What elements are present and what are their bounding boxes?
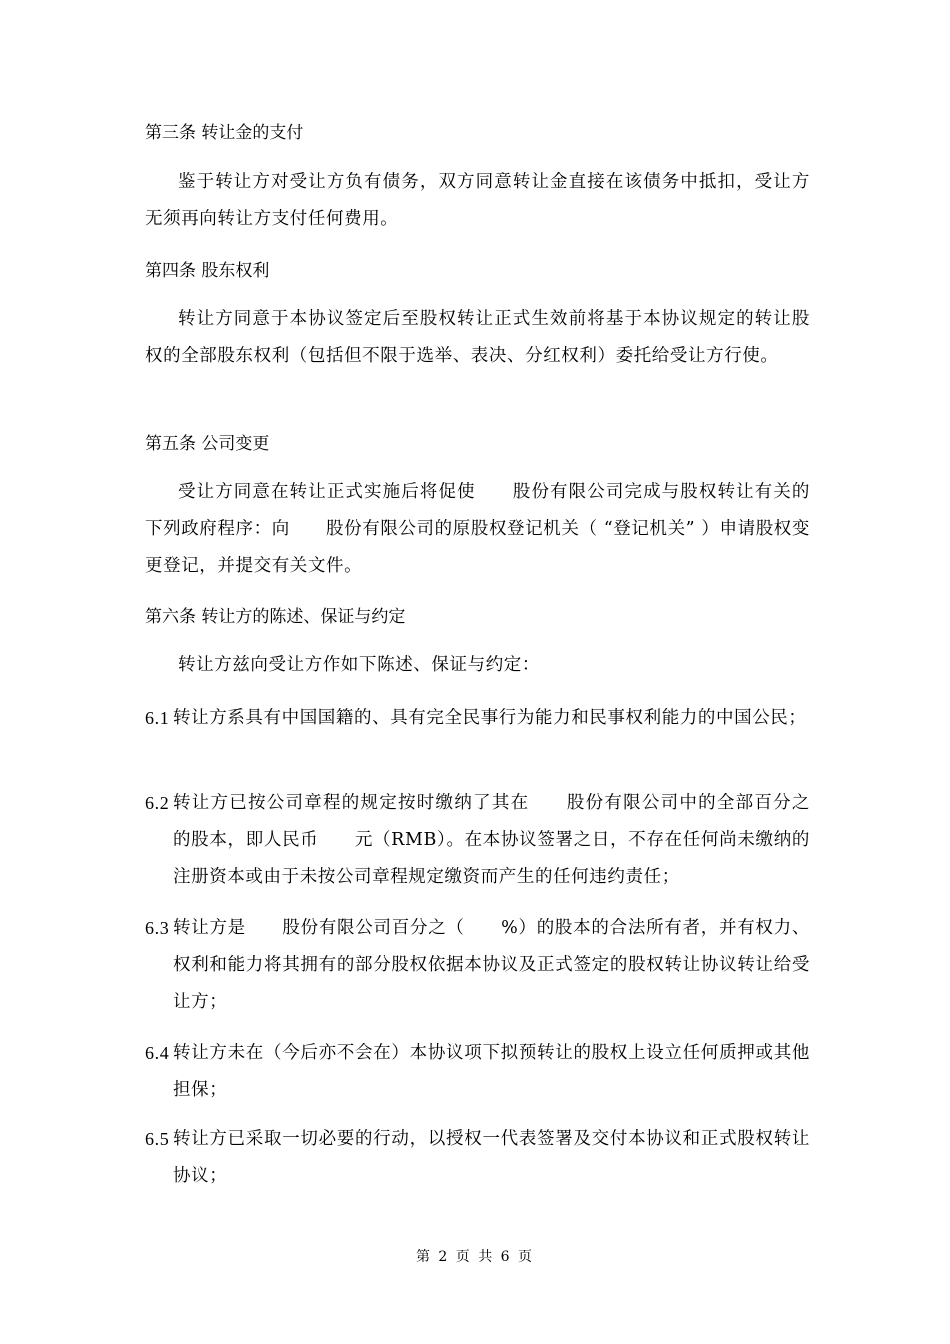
article-6-heading: 第六条 转让方的陈述、保证与约定	[145, 607, 406, 627]
clause-number: 6.4	[145, 1043, 170, 1063]
clause-text: 转让方未在（今后亦不会在）本协议项下拟预转让的股权上设立任何质押或其他担保；	[173, 1043, 810, 1100]
clause-text: 转让方是 股份有限公司百分之（ %）的股本的合法所有者，并有权力、权利和能力将其拥有的部分股权依据本协议及正式签定的股权转让协议转让给受让方；	[173, 918, 810, 1012]
clause-number: 6.1	[145, 708, 170, 728]
clause-text: 转让方已按公司章程的规定按时缴纳了其在 股份有限公司中的全部百分之 的股本，即人民币 元（RMB）。在本协议签署之日，不存在任何尚未缴纳的注册资本或由于未按公司章程规定缴资而产生的任何违约责任；	[173, 793, 847, 887]
clause-6-4	[145, 1035, 810, 1109]
page-footer: 第 2 页 共 6 页	[415, 1249, 535, 1265]
clause-number: 6.2	[145, 793, 170, 813]
clause-text: 转让方已采取一切必要的行动，以授权一代表签署及交付本协议和正式股权转让协议；	[173, 1129, 810, 1186]
article-3-heading: 第三条 转让金的支付	[145, 123, 304, 143]
clause-6-5	[145, 1121, 810, 1195]
article-6-intro: 转让方兹向受让方作如下陈述、保证与约定：	[178, 655, 540, 675]
article-4-heading: 第四条 股东权利	[145, 261, 270, 281]
clause-text: 转让方系具有中国国籍的、具有完全民事行为能力和民事权利能力的中国公民；	[173, 708, 807, 728]
article-4-paragraph: 转让方同意于本协议签定后至股权转让正式生效前将基于本协议规定的转让股权的全部股东权利（包括但不限于选举、表决、分红权利）委托给受让方行使。	[145, 309, 810, 366]
article-3-paragraph: 鉴于转让方对受让方负有债务，双方同意转让金直接在该债务中抵扣，受让方无须再向转让方支付任何费用。	[145, 172, 810, 229]
article-5-heading: 第五条 公司变更	[145, 434, 270, 454]
clause-number: 6.5	[145, 1129, 170, 1149]
article-5-paragraph: 受让方同意在转让正式实施后将促使 股份有限公司完成与股权转让有关的下列政府程序：向 股份有限公司的原股权登记机关（ “登记机关” ）申请股权变更登记，并提交有关文件。	[145, 482, 810, 576]
clause-6-3	[145, 910, 810, 1021]
clause-6-1	[145, 700, 810, 737]
clause-number: 6.3	[145, 918, 170, 938]
clause-6-2	[145, 785, 847, 896]
